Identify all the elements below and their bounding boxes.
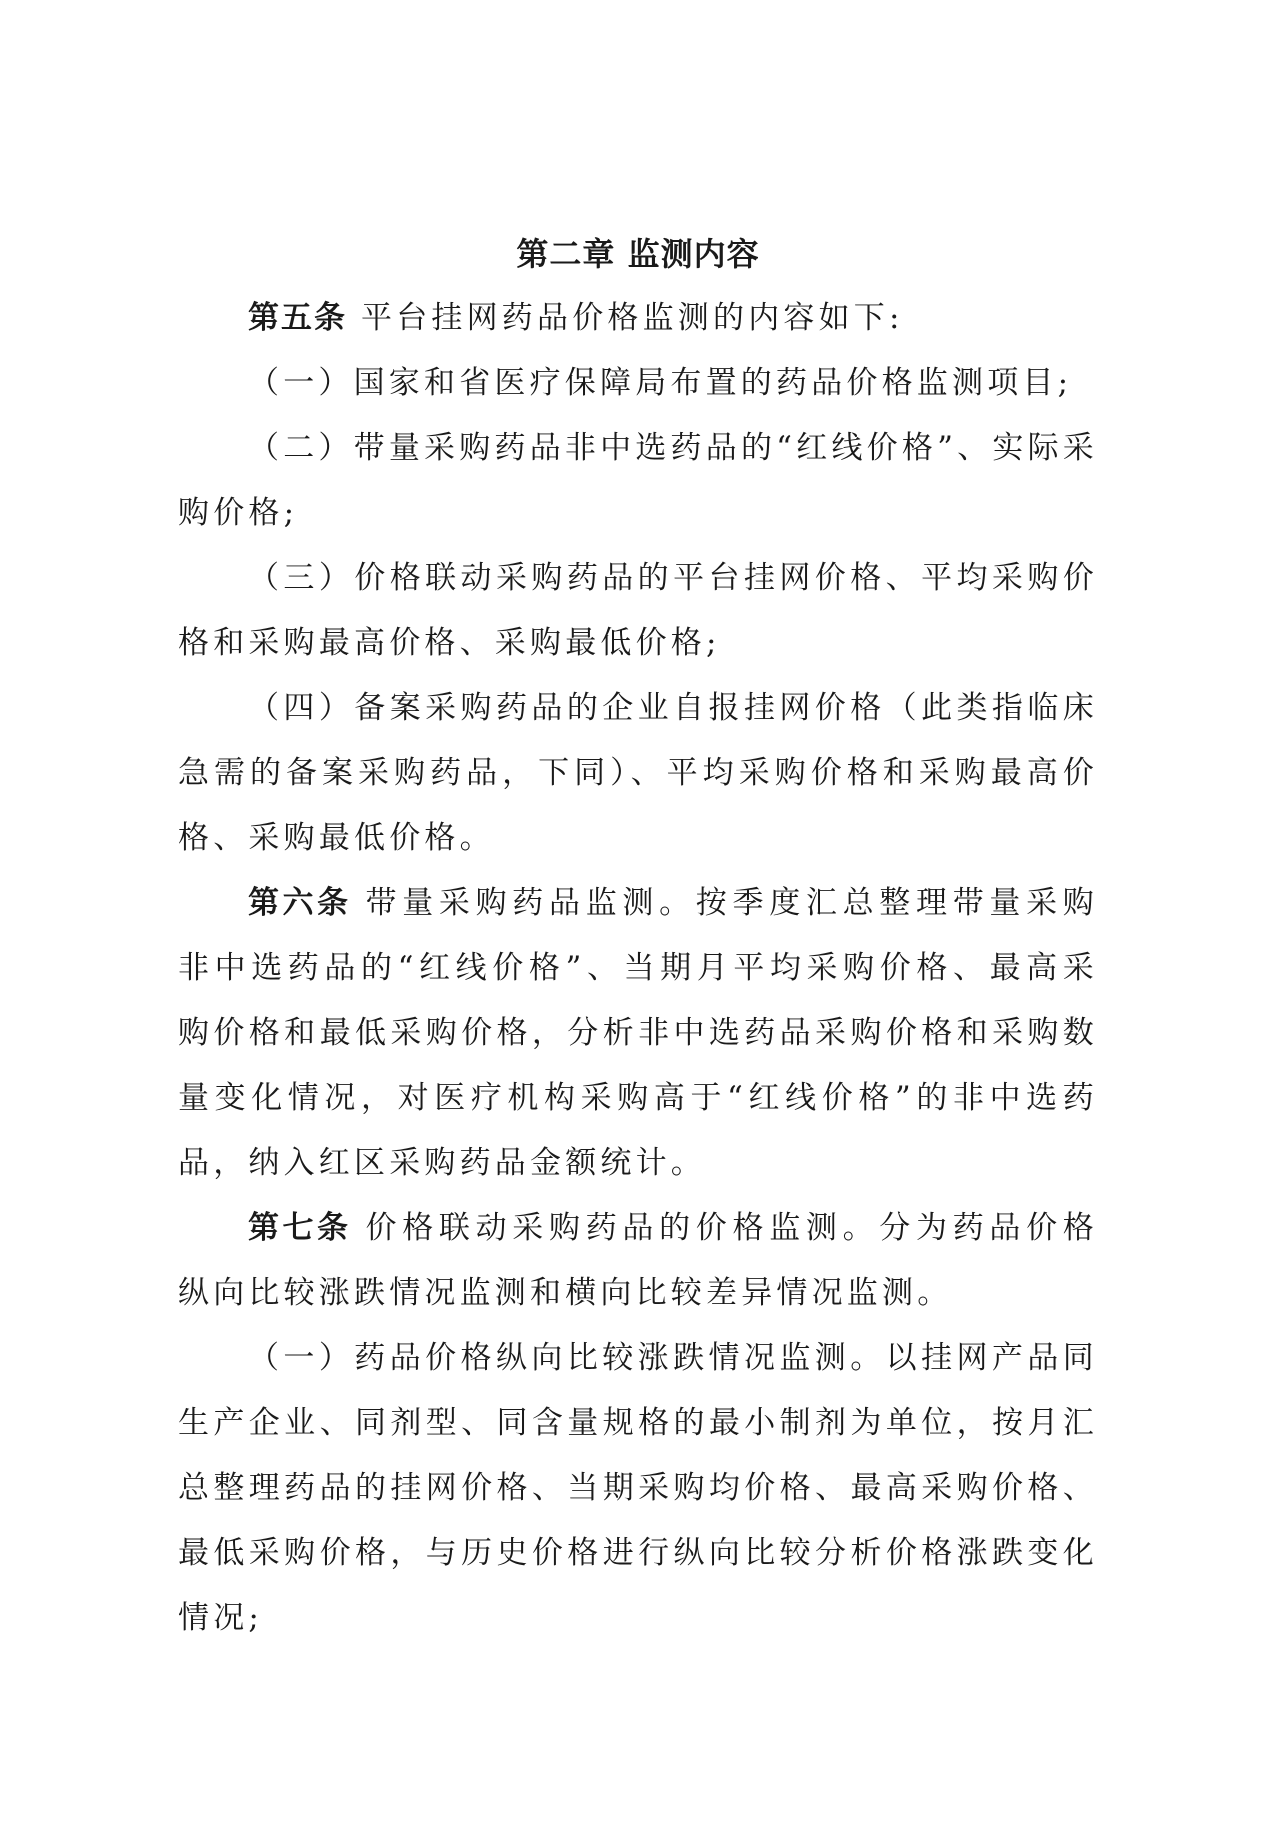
paragraph-text: 平台挂网药品价格监测的内容如下:: [361, 300, 904, 336]
paragraph-article-7: [178, 1196, 1098, 1326]
chapter-title: 第二章 监测内容: [516, 235, 760, 273]
paragraph-item-1: [178, 351, 1098, 416]
document-body: [178, 222, 1098, 1651]
paragraph-text: 带量采购药品监测。按季度汇总整理带量采购非中选药品的“红线价格”、当期月平均采购价格、最高采购价格和最低采购价格，分析非中选药品采购价格和采购数量变化情况，对医疗机构采购高于“红线价格”的非中选药品，纳入红区采购药品金额统计。: [178, 885, 1098, 1181]
paragraph-text: （一）药品价格纵向比较涨跌情况监测。以挂网产品同生产企业、同剂型、同含量规格的最小制剂为单位，按月汇总整理药品的挂网价格、当期采购均价格、最高采购价格、最低采购价格，与历史价格进行纵向比较分析价格涨跌变化情况;: [178, 1340, 1098, 1636]
paragraph-text: （一）国家和省医疗保障局布置的药品价格监测项目;: [248, 365, 1073, 401]
paragraph-text: （三）价格联动采购药品的平台挂网价格、平均采购价格和采购最高价格、采购最低价格;: [178, 560, 1098, 661]
paragraph-item-7-1: [178, 1326, 1098, 1651]
article-label: 第五条: [248, 300, 347, 336]
paragraph-text: （二）带量采购药品非中选药品的“红线价格”、实际采购价格;: [178, 430, 1098, 531]
article-label: 第七条: [248, 1210, 352, 1246]
paragraph-article-5: [178, 286, 1098, 351]
paragraph-text: （四）备案采购药品的企业自报挂网价格（此类指临床急需的备案采购药品，下同）、平均采购价格和采购最高价格、采购最低价格。: [178, 690, 1098, 856]
paragraph-article-6: [178, 871, 1098, 1196]
paragraph-item-2: [178, 416, 1098, 546]
paragraph-text: 价格联动采购药品的价格监测。分为药品价格纵向比较涨跌情况监测和横向比较差异情况监测。: [178, 1210, 1098, 1311]
article-label: 第六条: [248, 885, 352, 921]
paragraph-item-3: [178, 546, 1098, 676]
paragraph-item-4: [178, 676, 1098, 871]
